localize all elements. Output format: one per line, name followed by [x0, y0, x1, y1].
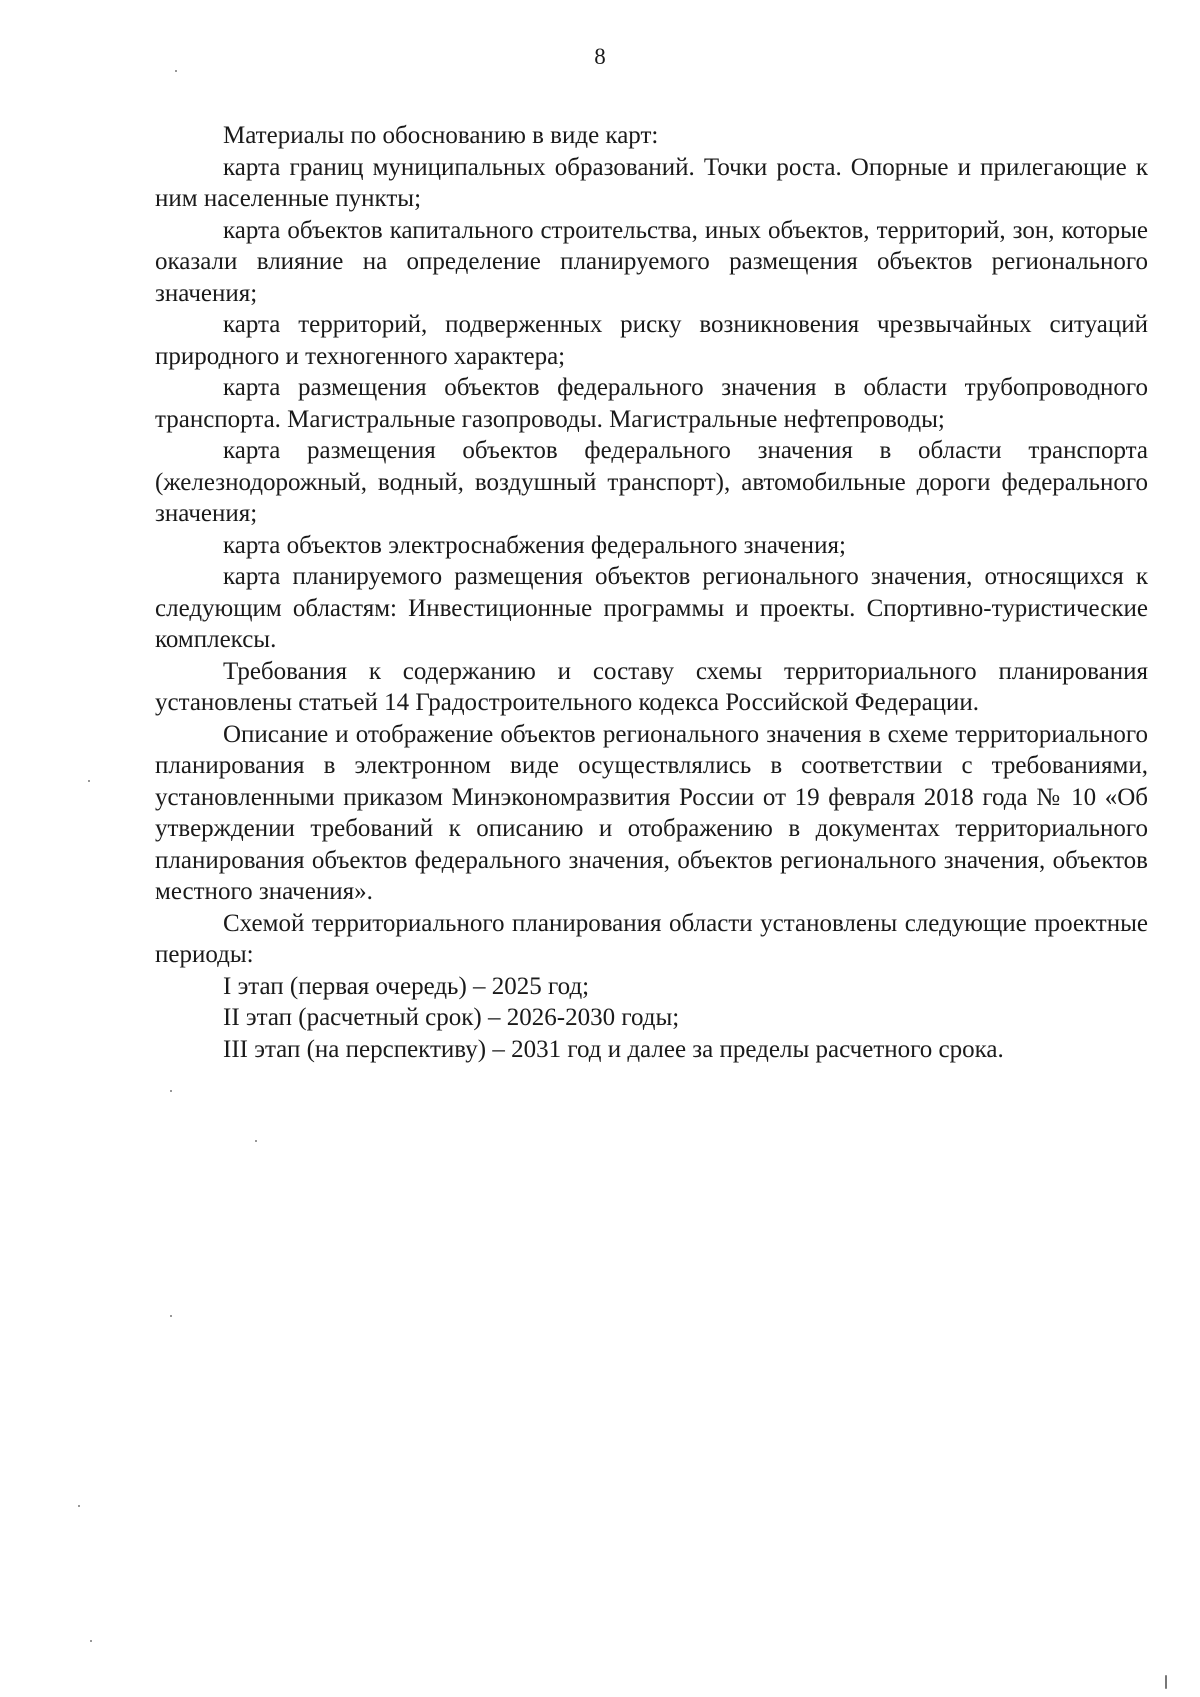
- list-item-stage-2: II этап (расчетный срок) – 2026-2030 годы;: [223, 1004, 680, 1031]
- scan-speck: [170, 1090, 172, 1092]
- paragraph-description: Описание и отображение объектов регионального значения в схеме территориального планирования в электронном виде осуществлялись в соответствии с требованиями, установленными приказом Минэкономразвития России от 19 февраля 2018 года № 10 «Об утверждении требований к описанию и отображению в документах территориального планирования объектов федерального значения, объектов регионального значения, объектов местного значения».: [155, 720, 1148, 905]
- list-item-map-capital-construction: карта объектов капитального строительства, иных объектов, территорий, зон, которые оказали влияние на определение планируемого размещения объектов регионального значения;: [155, 216, 1148, 307]
- list-item-map-regional-objects: карта планируемого размещения объектов регионального значения, относящихся к следующим областям: Инвестиционные программы и проекты. Спортивно-туристические комплексы.: [155, 563, 1148, 653]
- paragraph-requirements: Требования к содержанию и составу схемы территориального планирования установлены статьей 14 Градостроительного кодекса Российской Федерации.: [155, 657, 1148, 716]
- list-item-stage-3: III этап (на перспективу) – 2031 год и далее за пределы расчетного срока.: [223, 1035, 1004, 1063]
- paragraph-periods-intro: Схемой территориального планирования области установлены следующие проектные периоды:: [155, 909, 1148, 968]
- list-item-map-emergency-risk: карта территорий, подверженных риску возникновения чрезвычайных ситуаций природного и техногенного характера;: [155, 311, 1148, 370]
- list-item-map-municipal-borders: карта границ муниципальных образований. Точки роста. Опорные и прилегающие к ним населенные пункты;: [155, 153, 1148, 212]
- list-item-map-power-supply: карта объектов электроснабжения федерального значения;: [223, 531, 846, 559]
- page-number: 8: [594, 44, 606, 69]
- scan-speck: [170, 1315, 172, 1317]
- document-body: [155, 120, 1148, 1065]
- list-item-map-pipeline-transport: карта размещения объектов федерального значения в области трубопроводного транспорта. Магистральные газопроводы. Магистральные нефтепроводы;: [155, 374, 1148, 433]
- list-item-stage-1: I этап (первая очередь) – 2025 год;: [223, 972, 590, 1000]
- scan-speck: [175, 70, 177, 72]
- scan-speck: [255, 1140, 257, 1142]
- paragraph-materials-intro: Материалы по обоснованию в виде карт:: [223, 122, 659, 149]
- scan-speck: [90, 1640, 92, 1642]
- scan-speck: [1165, 1675, 1167, 1689]
- list-item-map-transport: карта размещения объектов федерального значения в области транспорта (железнодорожный, водный, воздушный транспорт), автомобильные дороги федерального значения;: [155, 437, 1148, 527]
- scan-speck: [78, 1505, 80, 1507]
- scan-speck: [88, 780, 90, 782]
